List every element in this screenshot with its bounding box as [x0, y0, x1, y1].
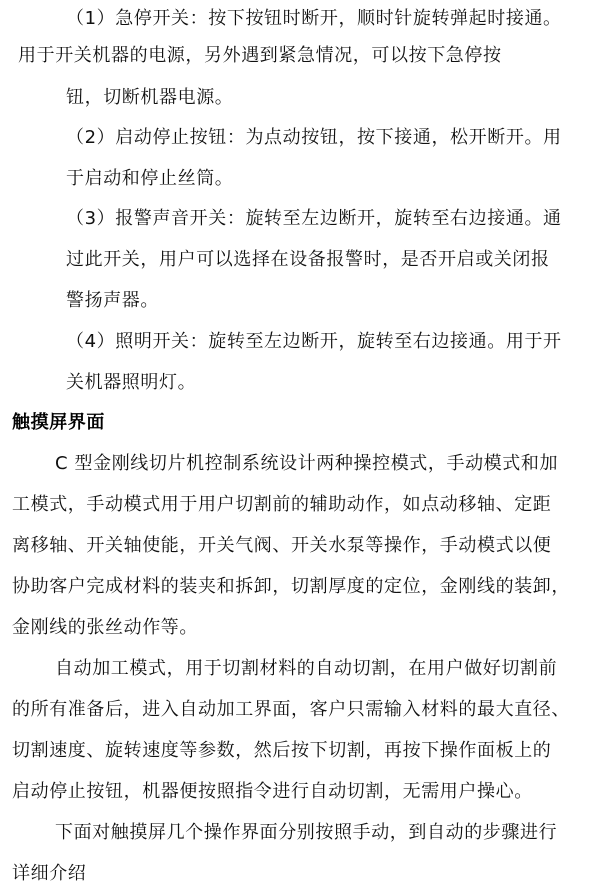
paragraph-1-line-5: 金刚线的张丝动作等。 [12, 617, 198, 638]
paragraph-3-line-1: 下面对触摸屏几个操作界面分别按照手动，到自动的步骤进行 [55, 822, 558, 843]
paragraph-2-line-3: 切割速度、旋转速度等参数，然后按下切割，再按下操作面板上的 [12, 740, 552, 761]
section-heading: 触摸屏界面 [12, 412, 105, 433]
item-3-line-1: （3）报警声音开关：旋转至左边断开，旋转至右边接通。通 [66, 208, 562, 229]
item-4-line-1: （4）照明开关：旋转至左边断开，旋转至右边接通。用于开 [66, 331, 562, 352]
item-3-line-3: 警扬声器。 [66, 290, 159, 311]
paragraph-1-line-4: 协助客户完成材料的装夹和拆卸，切割厚度的定位，金刚线的装卸， [12, 576, 570, 597]
item-4-line-2: 关机器照明灯。 [66, 372, 197, 393]
paragraph-2-line-2: 的所有准备后，进入自动加工界面，客户只需输入材料的最大直径、 [12, 699, 570, 720]
paragraph-1-line-1: C 型金刚线切片机控制系统设计两种操控模式，手动模式和加 [55, 453, 559, 474]
paragraph-2-line-1: 自动加工模式，用于切割材料的自动切割，在用户做好切割前 [55, 658, 558, 679]
paragraph-1-line-2: 工模式，手动模式用于用户切割前的辅助动作，如点动移轴、定距 [12, 494, 552, 515]
paragraph-3-line-2: 详细介绍 [12, 863, 87, 884]
item-1-line-2: 用于开关机器的电源，另外遇到紧急情况，可以按下急停按 [18, 45, 502, 66]
paragraph-1-line-3: 离移轴、开关轴使能，开关气阀、开关水泵等操作，手动模式以便 [12, 535, 552, 556]
item-1-line-1: （1）急停开关：按下按钮时断开，顺时针旋转弹起时接通。 [66, 8, 562, 29]
item-3-line-2: 过此开关，用户可以选择在设备报警时，是否开启或关闭报 [66, 249, 550, 270]
item-1-line-3: 钮，切断机器电源。 [66, 87, 234, 108]
item-2-line-2: 于启动和停止丝筒。 [66, 168, 234, 189]
paragraph-2-line-4: 启动停止按钮，机器便按照指令进行自动切割，无需用户操心。 [12, 781, 533, 802]
item-2-line-1: （2）启动停止按钮：为点动按钮，按下接通，松开断开。用 [66, 127, 562, 148]
